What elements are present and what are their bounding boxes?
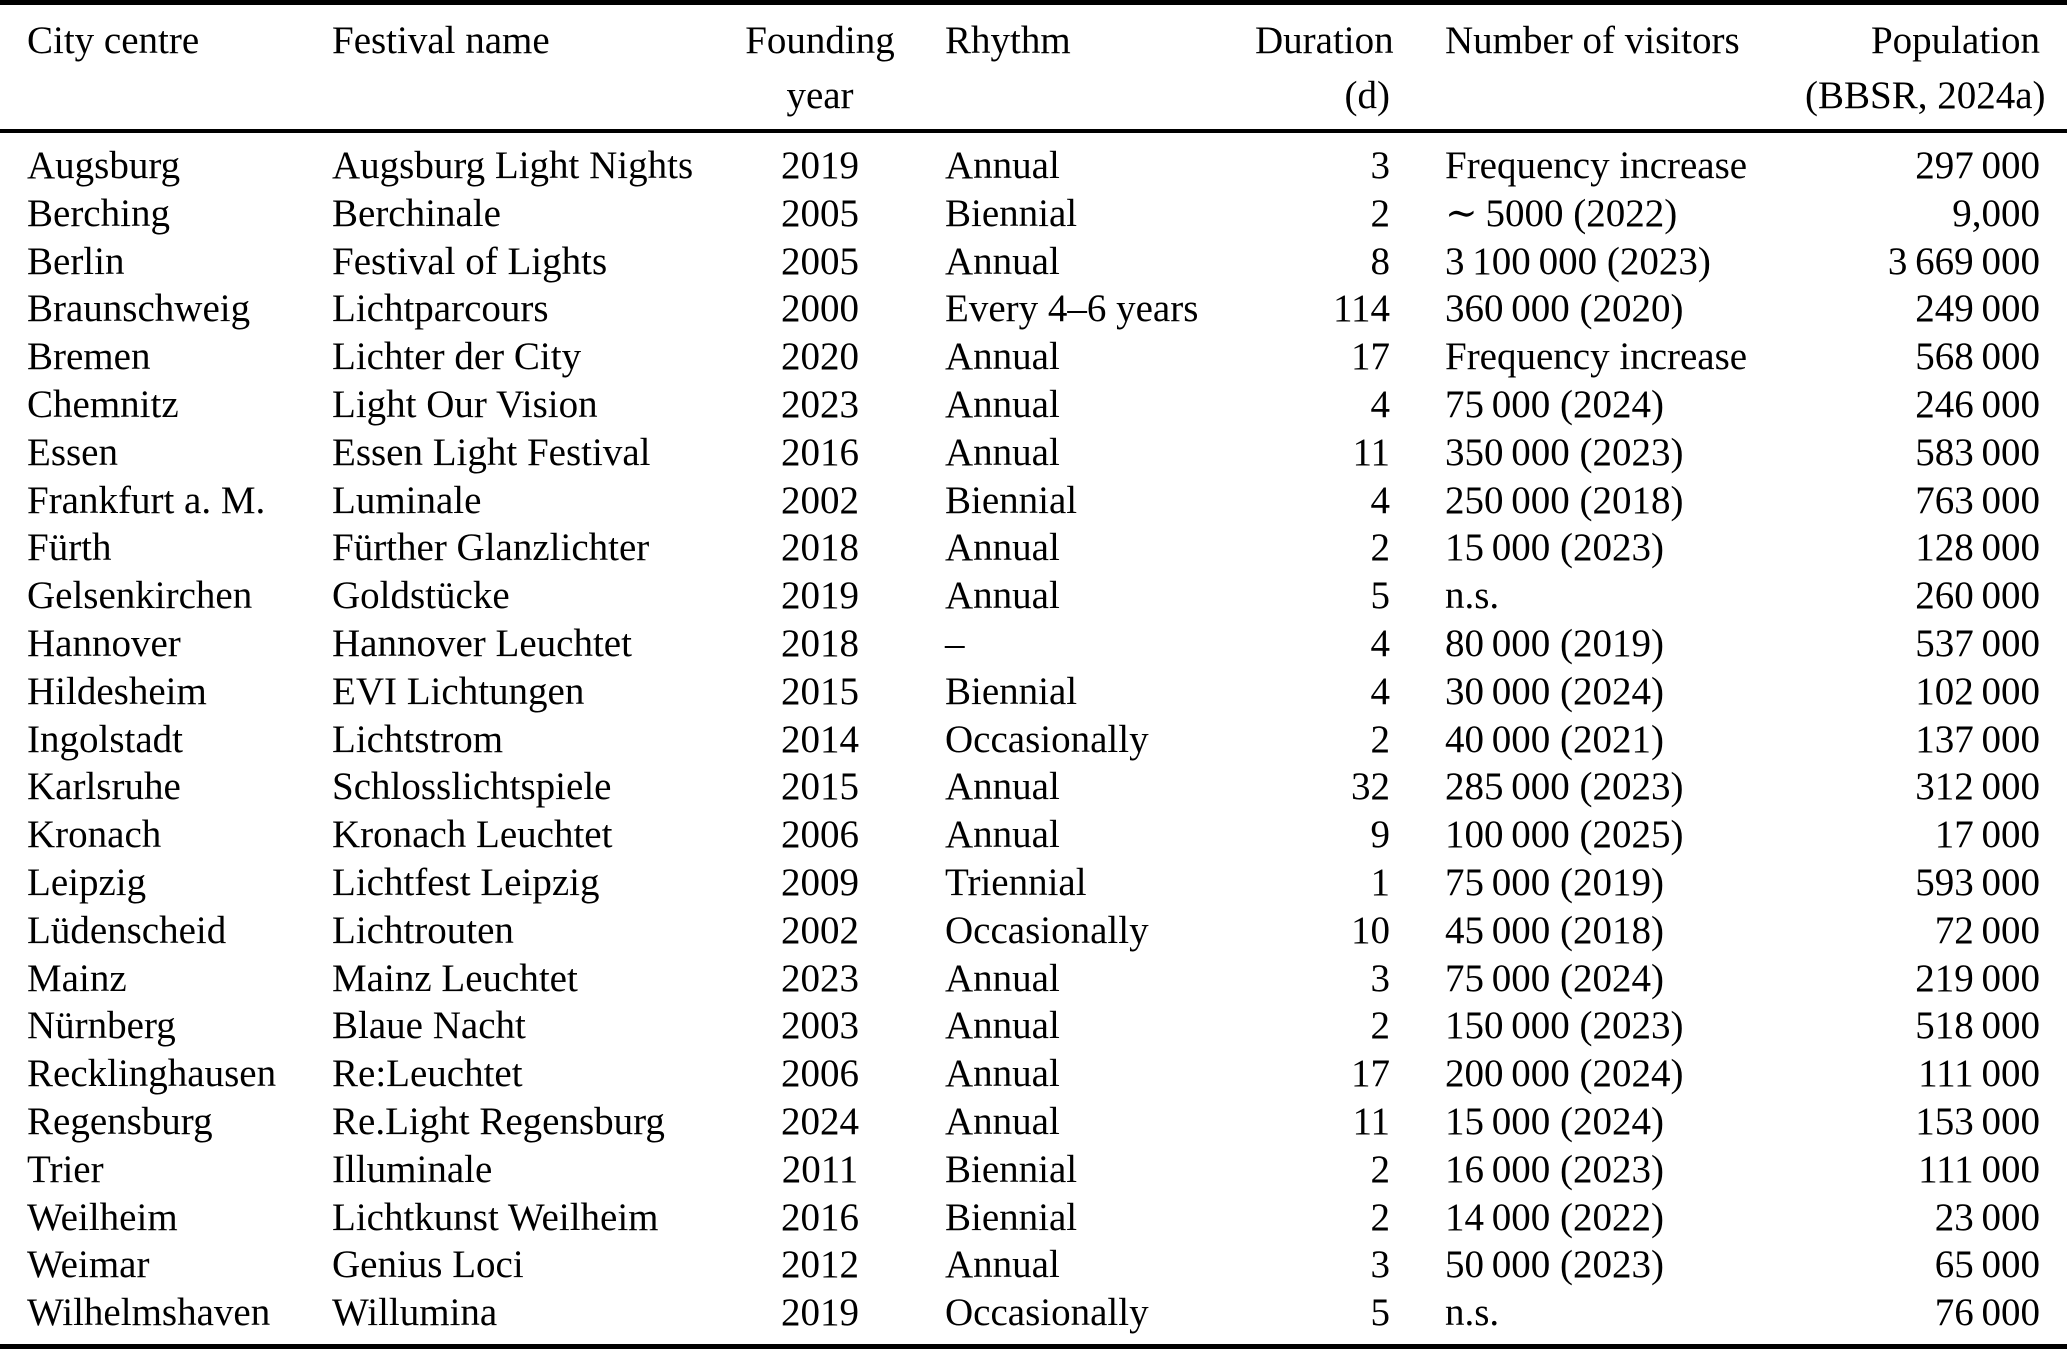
duration-cell: 5 [1370,574,1390,618]
city-centre-cell: Augsburg [27,144,181,187]
festival-name-cell: Lichter der City [332,335,582,379]
city-centre-cell: Wilhelmshaven [27,1291,271,1335]
rhythm-cell: Annual [945,1099,1060,1143]
founding-year-cell: 2023 [781,956,859,1000]
col-header-population [1805,3,2067,132]
founding-year-cell: 2016 [781,430,859,474]
festival-name-cell: Fürther Glanzlichter [332,526,650,570]
duration-cell: 17 [1351,1052,1390,1096]
rhythm-cell: Annual [945,1004,1060,1048]
duration-cell: 1 [1370,860,1390,904]
city-centre-cell: Karlsruhe [27,765,181,809]
founding-year-cell: 2019 [781,144,859,187]
population-cell: 249 000 [1915,287,2040,331]
founding-year-cell: 2020 [781,335,859,379]
rhythm-cell: Biennial [945,669,1078,713]
duration-cell: 4 [1370,669,1390,713]
population-cell: 583 000 [1915,430,2040,474]
table-row [0,668,2067,716]
col-header-duration [1255,3,1394,132]
visitors-cell: 100 000 (2025) [1445,813,1684,857]
founding-year-cell: 2019 [781,1291,859,1335]
founding-year-cell: 2018 [781,526,859,570]
founding-year-cell: 2023 [781,382,859,426]
city-centre-cell: Fürth [27,526,112,570]
founding-year-cell: 2011 [781,1147,859,1191]
visitors-cell: 45 000 (2018) [1445,908,1665,952]
visitors-cell: Frequency increase [1445,144,1748,187]
visitors-cell: n.s. [1445,1291,1500,1335]
col-header-rhythm [900,3,1255,132]
table-row [0,1289,2067,1346]
festival-name-cell: Luminale [332,478,482,522]
table-row [0,620,2067,668]
festival-name-cell: Blaue Nacht [332,1004,526,1048]
population-cell: 76 000 [1934,1291,2040,1335]
visitors-cell: 75 000 (2024) [1445,382,1665,426]
duration-cell: 10 [1351,908,1390,952]
city-centre-cell: Weilheim [27,1195,178,1239]
population-cell: 137 000 [1915,717,2040,761]
rhythm-cell: Annual [945,144,1060,187]
city-centre-cell: Kronach [27,813,162,857]
table-row [0,1098,2067,1146]
festival-name-cell: Mainz Leuchtet [332,956,578,1000]
festival-name-cell: Willumina [332,1291,498,1335]
table-row [0,907,2067,955]
header-line: year [786,74,854,117]
table-row [0,1241,2067,1289]
city-centre-cell: Braunschweig [27,287,251,331]
founding-year-cell: 2019 [781,574,859,618]
festival-name-cell: Essen Light Festival [332,430,651,474]
duration-cell: 5 [1370,1291,1390,1335]
festival-name-cell: Schlosslichtspiele [332,765,612,809]
population-cell: 260 000 [1915,574,2040,618]
rhythm-cell: Annual [945,1243,1060,1287]
founding-year-cell: 2016 [781,1195,859,1239]
rhythm-cell: Annual [945,335,1060,379]
city-centre-cell: Leipzig [27,860,147,904]
festival-name-cell: Goldstücke [332,574,510,618]
founding-year-cell: 2015 [781,669,859,713]
table-row [0,190,2067,238]
visitors-cell: 75 000 (2024) [1445,956,1665,1000]
visitors-cell: 75 000 (2019) [1445,860,1665,904]
founding-year-cell: 2002 [781,478,859,522]
table-header [0,3,2067,132]
col-header-city-centre [0,3,332,132]
population-cell: 111 000 [1918,1147,2040,1191]
visitors-cell: 15 000 (2023) [1445,526,1665,570]
duration-cell: 9 [1370,813,1390,857]
city-centre-cell: Essen [27,430,118,474]
festival-name-cell: Genius Loci [332,1243,524,1287]
duration-cell: 2 [1370,1147,1390,1191]
population-cell: 312 000 [1915,765,2040,809]
table-row [0,955,2067,1003]
header-line: Number of visitors [1445,19,1740,62]
founding-year-cell: 2015 [781,765,859,809]
visitors-cell: ∼ 5000 (2022) [1445,191,1678,235]
population-cell: 9,000 [1952,191,2040,235]
founding-year-cell: 2006 [781,1052,859,1096]
population-cell: 17 000 [1934,813,2040,857]
visitors-cell: Frequency increase [1445,335,1748,379]
founding-year-cell: 2018 [781,621,859,665]
visitors-cell: n.s. [1445,574,1500,618]
festival-name-cell: Lichtstrom [332,717,504,761]
population-cell: 763 000 [1915,478,2040,522]
visitors-cell: 350 000 (2023) [1445,430,1684,474]
population-cell: 65 000 [1934,1243,2040,1287]
duration-cell: 2 [1370,191,1390,235]
duration-cell: 2 [1370,1195,1390,1239]
rhythm-cell: Biennial [945,191,1078,235]
population-cell: 593 000 [1915,860,2040,904]
table-row [0,131,2067,190]
table-row [0,333,2067,381]
visitors-cell: 285 000 (2023) [1445,765,1684,809]
population-cell: 297 000 [1915,144,2040,187]
festival-name-cell: Light Our Vision [332,382,598,426]
table-row [0,716,2067,764]
population-cell: 246 000 [1915,382,2040,426]
rhythm-cell: Annual [945,956,1060,1000]
header-line: City centre [27,19,200,62]
population-cell: 568 000 [1915,335,2040,379]
city-centre-cell: Regensburg [27,1099,213,1143]
table-row [0,572,2067,620]
header-line: Festival name [332,19,550,62]
city-centre-cell: Chemnitz [27,382,179,426]
founding-year-cell: 2000 [781,287,859,331]
rhythm-cell: – [945,621,965,665]
rhythm-cell: Annual [945,1052,1060,1096]
visitors-cell: 15 000 (2024) [1445,1099,1665,1143]
founding-year-cell: 2005 [781,191,859,235]
col-header-festival-name [332,3,740,132]
header-line: (d) [1344,74,1390,117]
duration-cell: 8 [1370,239,1390,283]
col-header-number-of-visitors [1390,3,1805,132]
population-cell: 153 000 [1915,1099,2040,1143]
founding-year-cell: 2006 [781,813,859,857]
founding-year-cell: 2014 [781,717,859,761]
rhythm-cell: Annual [945,574,1060,618]
city-centre-cell: Weimar [27,1243,150,1287]
rhythm-cell: Annual [945,813,1060,857]
visitors-cell: 250 000 (2018) [1445,478,1684,522]
city-centre-cell: Gelsenkirchen [27,574,253,618]
table-body [0,131,2067,1346]
city-centre-cell: Recklinghausen [27,1052,277,1096]
rhythm-cell: Annual [945,526,1060,570]
population-cell: 102 000 [1915,669,2040,713]
city-centre-cell: Trier [27,1147,104,1191]
population-cell: 537 000 [1915,621,2040,665]
rhythm-cell: Occasionally [945,1291,1149,1335]
header-line: (BBSR, 2024a) [1805,74,2046,117]
founding-year-cell: 2002 [781,908,859,952]
duration-cell: 4 [1370,478,1390,522]
table-row [0,859,2067,907]
rhythm-cell: Annual [945,239,1060,283]
duration-cell: 3 [1370,1243,1390,1287]
city-centre-cell: Hannover [27,621,181,665]
table-row [0,1002,2067,1050]
rhythm-cell: Biennial [945,1147,1078,1191]
visitors-cell: 30 000 (2024) [1445,669,1665,713]
header-line: Founding [745,19,895,62]
festival-name-cell: Berchinale [332,191,501,235]
rhythm-cell: Occasionally [945,717,1149,761]
duration-cell: 4 [1370,621,1390,665]
header-row [0,3,2067,132]
city-centre-cell: Nürnberg [27,1004,176,1048]
festival-name-cell: EVI Lichtungen [332,669,585,713]
duration-cell: 2 [1370,526,1390,570]
table-row [0,1194,2067,1242]
founding-year-cell: 2005 [781,239,859,283]
festival-name-cell: Illuminale [332,1147,493,1191]
rhythm-cell: Occasionally [945,908,1149,952]
festival-name-cell: Re.Light Regensburg [332,1099,665,1143]
duration-cell: 32 [1351,765,1390,809]
visitors-cell: 200 000 (2024) [1445,1052,1684,1096]
visitors-cell: 360 000 (2020) [1445,287,1684,331]
festival-name-cell: Lichtrouten [332,908,514,952]
population-cell: 219 000 [1915,956,2040,1000]
duration-cell: 17 [1351,335,1390,379]
table-row [0,811,2067,859]
population-cell: 23 000 [1934,1195,2040,1239]
city-centre-cell: Mainz [27,956,127,1000]
founding-year-cell: 2003 [781,1004,859,1048]
table-row [0,238,2067,286]
duration-cell: 3 [1370,956,1390,1000]
table-row [0,524,2067,572]
festival-name-cell: Kronach Leuchtet [332,813,613,857]
rhythm-cell: Biennial [945,478,1078,522]
festival-name-cell: Re:Leuchtet [332,1052,523,1096]
city-centre-cell: Berching [27,191,170,235]
table-row [0,763,2067,811]
festival-name-cell: Lichtfest Leipzig [332,860,600,904]
table-row [0,285,2067,333]
founding-year-cell: 2012 [781,1243,859,1287]
table-row [0,1050,2067,1098]
table-row [0,1146,2067,1194]
duration-cell: 2 [1370,1004,1390,1048]
city-centre-cell: Ingolstadt [27,717,183,761]
population-cell: 111 000 [1918,1052,2040,1096]
festival-name-cell: Lichtparcours [332,287,549,331]
city-centre-cell: Hildesheim [27,669,207,713]
header-line: Duration [1255,19,1394,62]
table-row [0,381,2067,429]
city-centre-cell: Lüdenscheid [27,908,227,952]
festival-name-cell: Hannover Leuchtet [332,621,632,665]
duration-cell: 3 [1370,144,1390,187]
visitors-cell: 50 000 (2023) [1445,1243,1665,1287]
population-cell: 128 000 [1915,526,2040,570]
population-cell: 72 000 [1934,908,2040,952]
visitors-cell: 16 000 (2023) [1445,1147,1665,1191]
visitors-cell: 3 100 000 (2023) [1445,239,1711,283]
visitors-cell: 14 000 (2022) [1445,1195,1665,1239]
table-row [0,477,2067,525]
duration-cell: 114 [1332,287,1390,331]
header-line: Population [1870,19,2040,62]
rhythm-cell: Annual [945,382,1060,426]
duration-cell: 11 [1352,430,1390,474]
founding-year-cell: 2024 [781,1099,859,1143]
population-cell: 518 000 [1915,1004,2040,1048]
visitors-cell: 150 000 (2023) [1445,1004,1684,1048]
city-centre-cell: Frankfurt a. M. [27,478,266,522]
col-header-founding-year [740,3,900,132]
rhythm-cell: Biennial [945,1195,1078,1239]
festival-name-cell: Festival of Lights [332,239,608,283]
rhythm-cell: Triennial [945,860,1087,904]
population-cell: 3 669 000 [1887,239,2040,283]
duration-cell: 11 [1352,1099,1390,1143]
header-line: Rhythm [945,19,1071,62]
festival-name-cell: Lichtkunst Weilheim [332,1195,659,1239]
visitors-cell: 80 000 (2019) [1445,621,1665,665]
table-row [0,429,2067,477]
city-centre-cell: Berlin [27,239,125,283]
rhythm-cell: Every 4–6 years [945,287,1199,331]
festival-name-cell: Augsburg Light Nights [332,144,694,187]
duration-cell: 2 [1370,717,1390,761]
city-centre-cell: Bremen [27,335,151,379]
rhythm-cell: Annual [945,765,1060,809]
rhythm-cell: Annual [945,430,1060,474]
founding-year-cell: 2009 [781,860,859,904]
visitors-cell: 40 000 (2021) [1445,717,1665,761]
duration-cell: 4 [1370,382,1390,426]
